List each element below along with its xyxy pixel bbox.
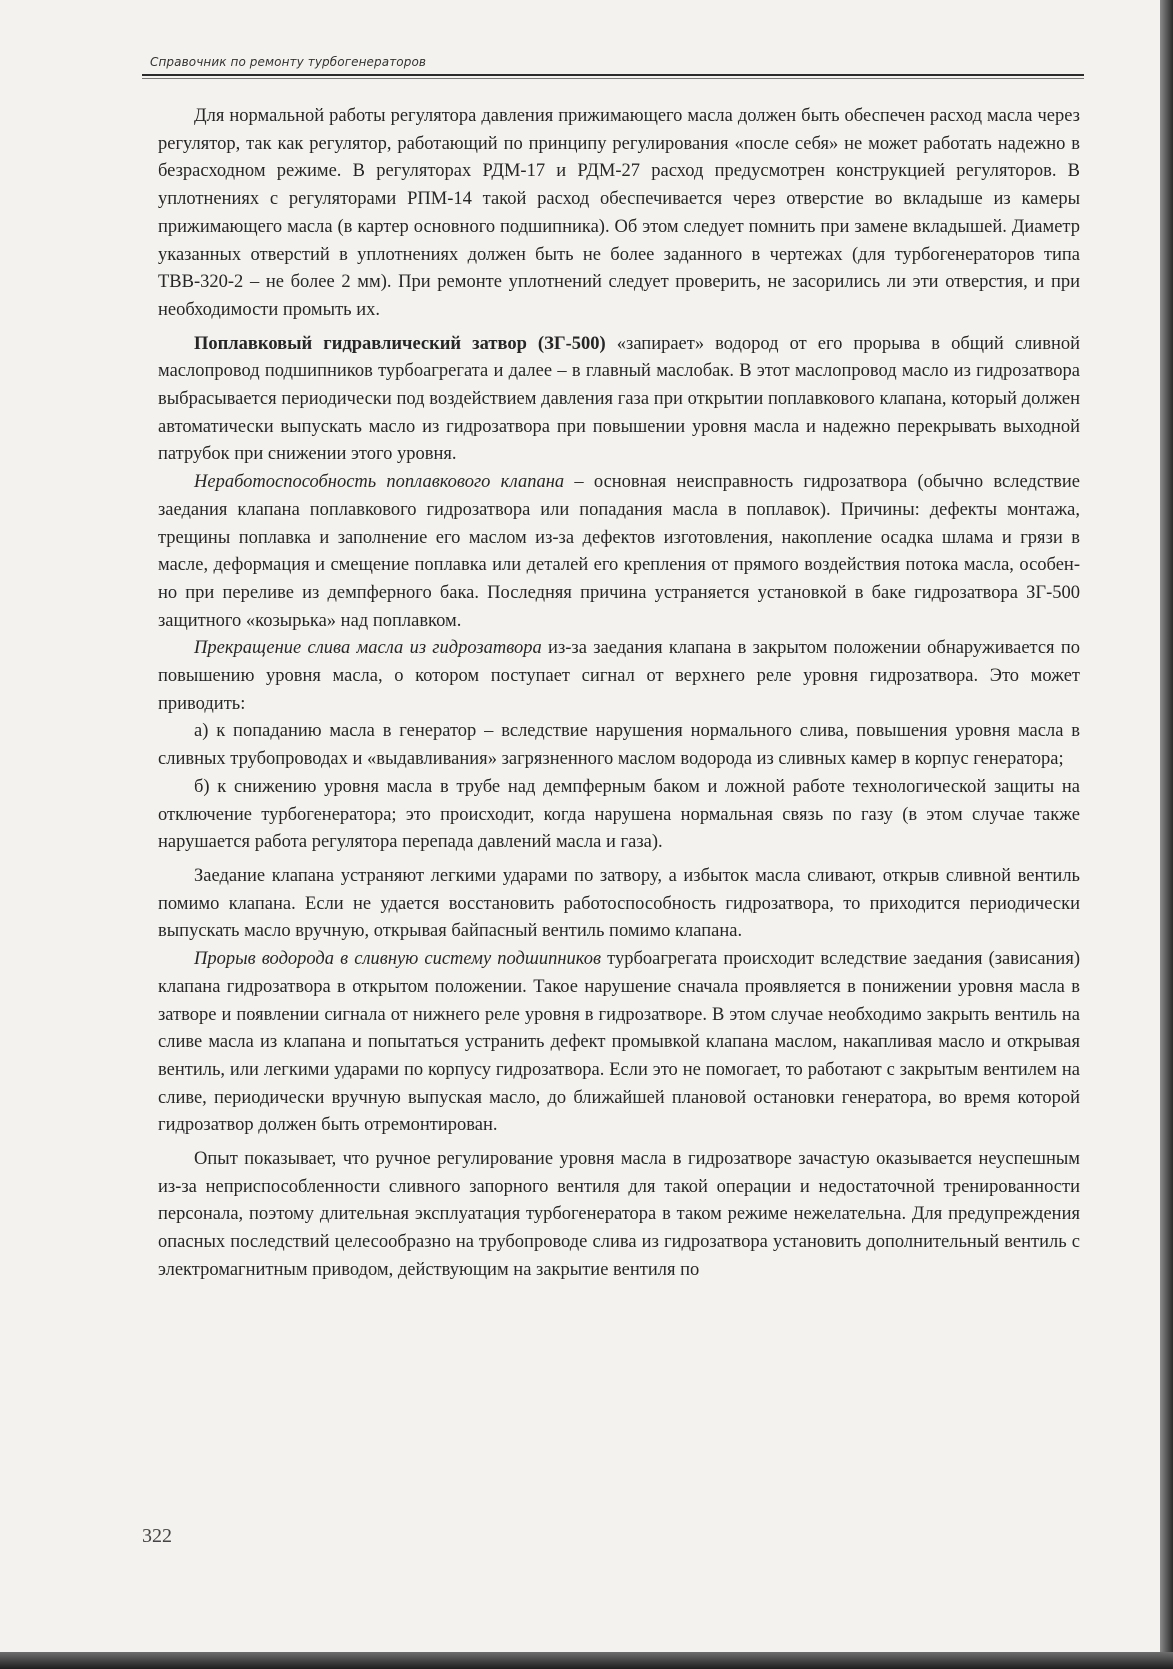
paragraph-3-text: – основная неисправность гидрозатвора (обычно вследствие заедания клапана поплавкового гидрозатвора или попадания масла в поплавок). Причины: дефекты монтажа, трещины поплавка и заполнение его маслом из-за дефектов изготовления, накопление осадка шлама и грязи в масле, деформация и смещение поплавка или деталей его крепления от прямого воздействия потока масла, особенно при переливе из демпферного бака. Последняя причина устраняется установкой в баке гидрозатвора ЗГ-500 защитного «козырька» над поплавком.: [158, 472, 1080, 631]
paragraph-8-term: Прорыв водорода в сливную систему подшипников: [194, 949, 602, 970]
paragraph-2-heading: Поплавковый гидравлический затвор (ЗГ-500): [194, 333, 606, 354]
paragraph-9: Опыт показывает, что ручное регулирование уровня масла в гидрозатворе зачастую оказывается неуспешным из-за неприспособленности сливного запорного вентиля для такой операции и недостаточной тренированности персонала, поэтому длительная эксплуатация турбогенератора в таком режиме нежелательна. Для предупреждения опасных последствий целесообразно на трубопроводе слива из гидрозатвора установить дополнительный вентиль с электромагнитным приводом, действующим на закрытие вентиля по: [158, 1149, 1080, 1280]
scan-edge-right: [1160, 0, 1173, 1669]
paragraph-8-text: турбоагрегата происходит вследствие заедания (зависания) клапана гидрозатвора в открытом положении. Такое нарушение сначала проявляется в понижении уровня масла в затворе и появлении сигнала от нижнего реле уровня в гидрозатворе. В этом случае необходимо закрыть вентиль на сливе масла из клапана и попытаться устранить дефект промывкой клапана маслом, накапливая масло и открывая вентиль, или легкими ударами по корпусу гидрозатвора. Если это не помогает, то работают с закрытым вентилем на сливе, периодически вручную выпуская масло, до ближайшей плановой остановки генератора, во время которой гидрозатвор должен быть отремонтирован.: [158, 949, 1081, 1136]
paragraph-2-text: «запирает» водород от его прорыва в общий сливной маслопровод подшипников турбоагрегата и далее – в главный маслобак. В этот маслопровод масло из гидрозатвора выбрасывается периодически под воздействием давления газа при открытии поплавкового клапана, который должен автоматически выпускать масло из гидрозатвора при повышении уровня масла и надежно перекрывать выходной патрубок при снижении этого уровня.: [158, 333, 1080, 465]
page-body: [158, 103, 1080, 1285]
running-head: Справочник по ремонту турбогенераторов: [150, 55, 427, 69]
paragraph-7: Заедание клапана устраняют легкими ударами по затвору, а избыток масла сливают, открыв сливной вентиль помимо клапана. Если не удается восстановить работоспособность гидрозатвора, то приходится периодически выпускать масло вручную, открывая байпасный вентиль помимо клапана.: [158, 865, 1080, 942]
paragraph-2: [158, 331, 1080, 470]
paragraph-4: [158, 635, 1080, 718]
paragraph-8: [158, 946, 1080, 1140]
paragraph-1: Для нормальной работы регулятора давления прижимающего масла должен быть обеспечен расход масла через регулятор, так как регулятор, работающий по принципу регулирования «после себя» не может работать надежно в безрасходном режиме. В регуляторах РДМ-17 и РДМ-27 расход предусмотрен конструкцией регуляторов. В уплотнениях с регуляторами РПМ-14 такой расход обеспечивается через отверстие во вкладыше из камеры прижимающего масла (в картер основного подшипника). Об этом следует помнить при замене вкладышей. Диаметр указанных отверстий в уплотнениях должен быть не более заданного в чертежах (для турбогенераторов типа ТВВ-320-2 – не более 2 мм). При ремонте уплотнений следует проверить, не засорились ли эти отверстия, и при необходимости промыть их.: [158, 106, 1080, 320]
header-rule: [142, 74, 1084, 79]
paragraph-4-text: из-за заедания клапана в закрытом положении обнаруживается по повышению уровня масла, о котором поступает сигнал от верхнего реле уровня гидрозатвора. Это может приводить:: [158, 638, 1080, 714]
paragraph-4-term: Прекращение слива масла из гидрозатвора: [194, 638, 542, 659]
scan-edge-bottom: [0, 1652, 1173, 1669]
list-item-a: а) к попаданию масла в генератор – вследствие нарушения нормального слива, повышения уровня масла в сливных трубопроводах и «выдавливания» загрязненного маслом водорода из сливных камер в корпус генератора;: [158, 721, 1080, 770]
list-item-b: б) к снижению уровня масла в трубе над демпферным баком и ложной работе технологической защиты на отключение турбогенератора; это происходит, когда нарушена нормальная связь по газу (в этом случае также нарушается работа регулятора перепада давлений масла и газа).: [158, 776, 1080, 853]
paragraph-3: [158, 469, 1080, 635]
paragraph-3-term: Неработоспособность поплавкового клапана: [194, 472, 565, 493]
page-number: 322: [142, 1525, 172, 1547]
